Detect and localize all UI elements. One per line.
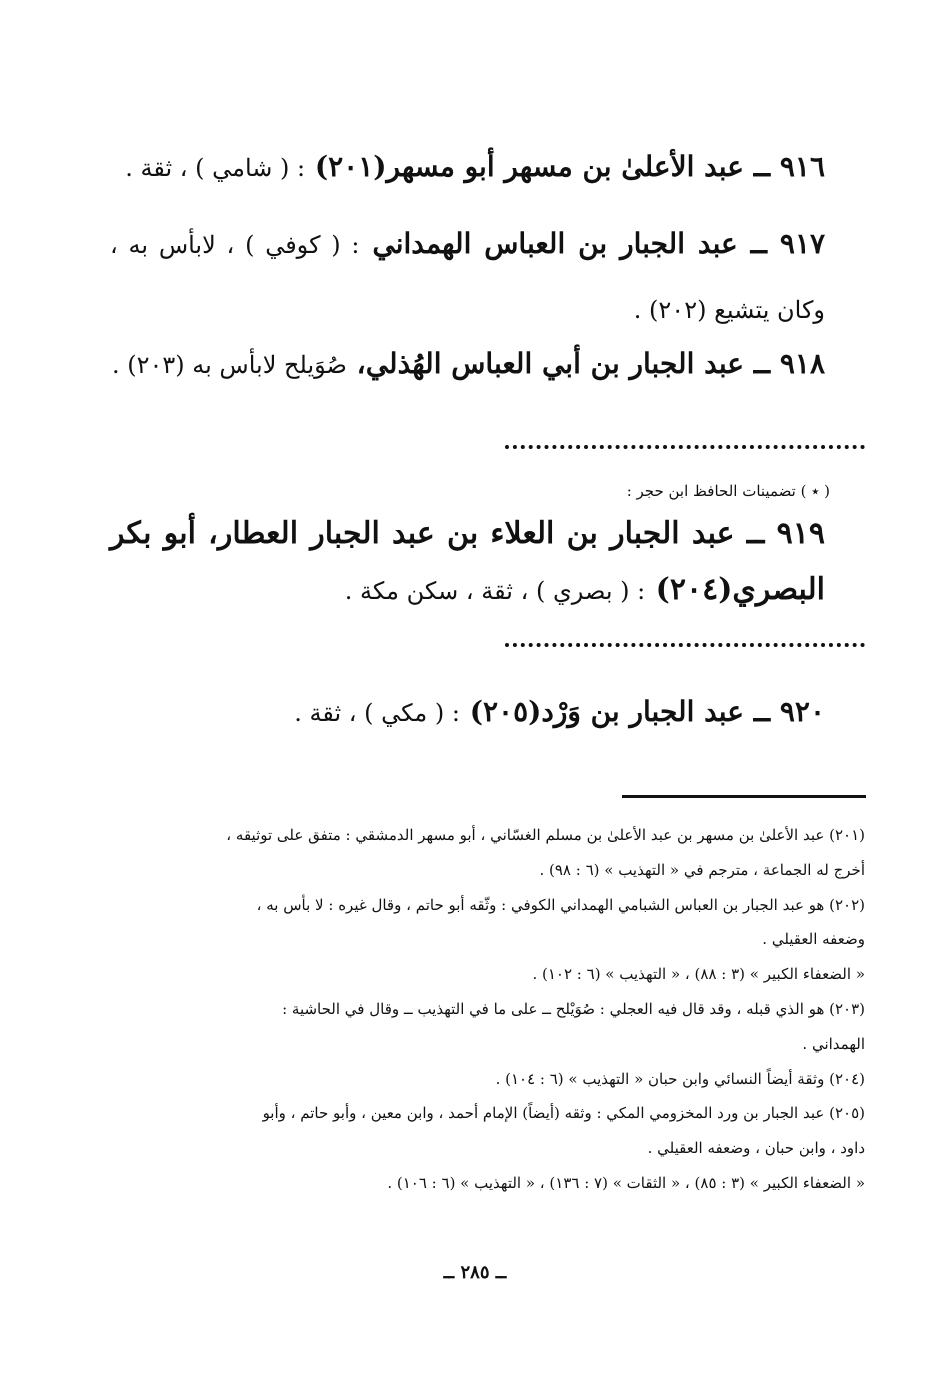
footnote-line: (٢٠٢) هو عبد الجبار بن العباس الشبامي الهمداني الكوفي : وثّقه أبو حاتم ، وقال غيره : لا بأس به ،	[256, 895, 865, 914]
footnote-line: (٢٠٤) وثقة أيضاً النسائي وابن حبان « التهذيب » (٦ : ١٠٤) .	[495, 1069, 865, 1088]
dotted-separator	[505, 643, 865, 651]
footnote-ref: (٢٠٤)	[655, 572, 733, 607]
footnote-line: (٢٠٥) عبد الجبار بن ورد المخزومي المكي : وثقه (أيضاً) الإمام أحمد ، وابن معين ، وأبو حاتم ، وأبو	[262, 1104, 865, 1123]
entry-917	[110, 212, 825, 342]
footnote-ref: (٢٠١)	[314, 150, 387, 183]
dotted-separator	[505, 445, 865, 453]
entry-number: ٩١٨	[779, 347, 825, 380]
entry-name: ــ عبد الجبار بن أبي العباس الهُذلي،	[356, 347, 771, 380]
entry-description: : ( بصري ) ، ثقة ، سكن مكة .	[344, 577, 646, 605]
entry-920	[110, 680, 825, 745]
footnote-line: الهمداني .	[802, 1034, 865, 1053]
entry-name: ــ عبد الجبار بن وَرْد	[541, 695, 771, 728]
editor-note: ( ٭ ) تضمينات الحافظ ابن حجر :	[626, 482, 830, 500]
footnote-line: « الضعفاء الكبير » (٣ : ٨٥) ، « الثقات » (٧ : ١٣٦) ، « التهذيب » (٦ : ١٠٦) .	[387, 1173, 865, 1192]
entry-name: ــ عبد الجبار بن العلاء بن عبد الجبار العطار، أبو بكر البصري	[110, 516, 825, 607]
footnote-rule	[622, 795, 866, 798]
entry-name: ــ عبد الأعلىٰ بن مسهر أبو مسهر	[386, 150, 771, 183]
entry-name: ــ عبد الجبار بن العباس الهمداني	[372, 227, 768, 260]
entry-description: : ( شامي ) ، ثقة .	[125, 154, 306, 182]
entry-918	[110, 332, 825, 397]
entry-919	[110, 506, 825, 619]
entry-number: ٩١٦	[779, 150, 825, 183]
footnote-line: (٢٠٣) هو الذي قبله ، وقد قال فيه العجلي : صُوَيْلح ــ على ما في التهذيب ــ وقال في الحاشية :	[282, 999, 865, 1018]
entry-description: : ( كوفي ) ، لابأس به ، وكان يتشيع (٢٠٢) .	[110, 231, 825, 324]
footnote-line: وضعفه العقيلي .	[762, 930, 865, 949]
footnote-line: أخرج له الجماعة ، مترجم في « التهذيب » (٦ : ٩٨) .	[539, 860, 865, 879]
footnote-line: « الضعفاء الكبير » (٣ : ٨٨) ، « التهذيب » (٦ : ١٠٢) .	[532, 965, 865, 984]
footnotes	[115, 818, 865, 1201]
footnote-line: (٢٠١) عبد الأعلىٰ بن مسهر بن عبد الأعلىٰ بن مسلم الغسّاني ، أبو مسهر الدمشقي : متفق على توثيقه ،	[226, 826, 865, 844]
page-number: ــ ٢٨٥ ــ	[443, 1262, 507, 1283]
entry-description: صُوَيلح لابأس به (٢٠٣) .	[111, 351, 347, 379]
entry-description: : ( مكي ) ، ثقة .	[294, 699, 460, 727]
entry-number: ٩١٧	[779, 227, 826, 260]
entry-number: ٩٢٠	[779, 695, 825, 728]
entry-number: ٩١٩	[776, 516, 825, 551]
footnote-line: داود ، وابن حبان ، وضعفه العقيلي .	[647, 1139, 865, 1158]
footnote-ref: (٢٠٥)	[469, 695, 542, 728]
entry-916	[110, 135, 825, 200]
